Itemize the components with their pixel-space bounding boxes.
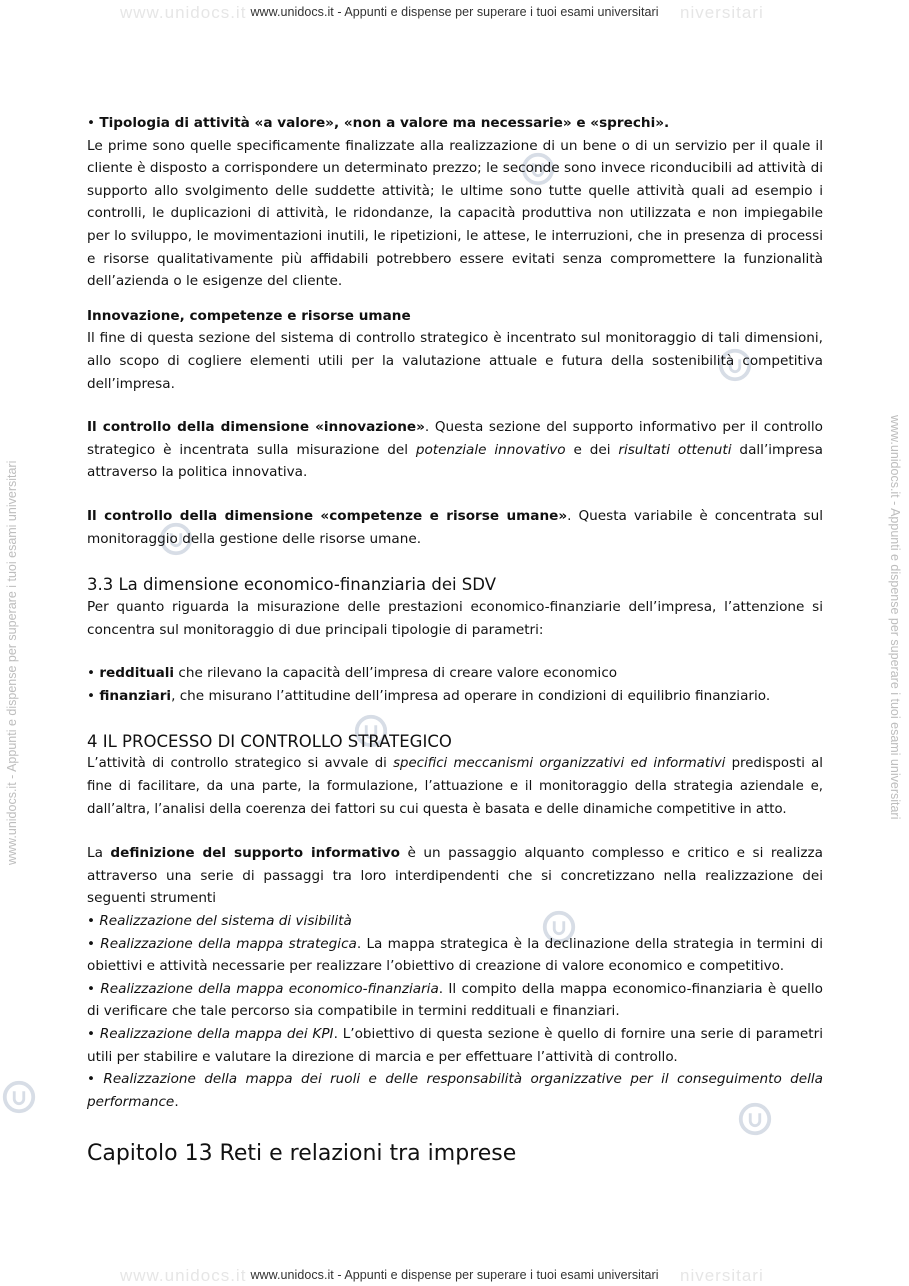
- heading-text: Tipologia di attività «a valore», «non a valore ma necessarie» e «sprechi».: [99, 115, 670, 131]
- bold-lead: Il controllo della dimensione «competenze e risorse umane»: [87, 507, 568, 524]
- ghost-watermark-right: niversitari: [680, 1266, 764, 1285]
- text-run: . L’obiettivo di questa sezione è quello di fornire una serie di parametri utili per stabilire e valutare la direzione di marcia e per effettuare l’attività di controllo.: [87, 1026, 823, 1065]
- footer-watermark: www.unidocs.it - Appunti e dispense per superare i tuoi esami universitari: [250, 1268, 659, 1282]
- italic-run: Realizzazione della mappa dei ruoli e delle responsabilità organizzative per il conseguimento della performance: [87, 1071, 823, 1110]
- bold-lead: definizione del supporto informativo: [110, 845, 400, 862]
- text-run: . Questa variabile è concentrata sul monitoraggio della gestione delle risorse umane.: [87, 507, 823, 547]
- bullet: •: [87, 115, 96, 131]
- text-run: L’attività di controllo strategico si avvale di: [87, 756, 394, 772]
- list-item: • finanziari, che misurano l’attitudine dell’impresa ad operare in condizioni di equilibrio finanziario.: [87, 687, 771, 704]
- ghost-watermark-left: www.unidocs.it: [120, 1266, 247, 1285]
- section-title-4: 4 IL PROCESSO DI CONTROLLO STRATEGICO: [87, 732, 452, 752]
- strategic-control-paragraph: [87, 753, 823, 821]
- innovation-heading: Innovazione, competenze e risorse umane: [87, 307, 411, 324]
- text-run: che rilevano la capacità dell’impresa di creare valore economico: [174, 665, 618, 682]
- text-run: La: [87, 845, 111, 862]
- economic-financial-paragraph: Per quanto riguarda la misurazione delle prestazioni economico-finanziarie dell’impresa, l’attenzione si concentra sul monitoraggio di due principali tipologie di parametri:: [87, 599, 823, 638]
- information-support-paragraph: [87, 842, 823, 910]
- ghost-watermark-right: niversitari: [680, 3, 764, 22]
- list-item: • Realizzazione della mappa dei ruoli e delle responsabilità organizzative per il conseguimento della performance.: [87, 1071, 823, 1110]
- text-run: predisposti al fine di facilitare, da una parte, la formulazione, l’attuazione e il monitoraggio della strategia aziendale e, dall’altra, l’analisi della coerenza dei fattori su cui questa è basata e delle dinamiche competitive in atto.: [87, 756, 823, 817]
- header-watermark: www.unidocs.it - Appunti e dispense per superare i tuoi esami universitari: [250, 5, 659, 19]
- chapter-title: Capitolo 13 Reti e relazioni tra imprese: [87, 1141, 517, 1167]
- ghost-watermark-left: www.unidocs.it: [120, 3, 247, 22]
- text-run: e dei: [565, 441, 619, 458]
- text-run: . Il compito della mappa economico-finanziaria è quello di verificare che tale percorso sia compatibile in termini reddituali e finanziari.: [87, 980, 823, 1020]
- bold-lead: reddituali: [99, 665, 175, 682]
- text-run: . Questa sezione del supporto informativo per il controllo strategico è incentrata sulla misurazione del: [87, 419, 824, 458]
- list-item: • Realizzazione della mappa strategica. La mappa strategica è la declinazione della strategia in termini di obiettivi e attività necessarie per realizzare l’obiettivo di creazione di valore economico e competitivo.: [87, 935, 824, 975]
- italic-run: Realizzazione della mappa strategica: [100, 935, 357, 952]
- list-item: • Realizzazione della mappa economico-finanziaria. Il compito della mappa economico-finanziaria è quello di verificare che tale percorso sia compatibile in termini reddituali e finanziari.: [87, 980, 823, 1020]
- section-title-3-3: 3.3 La dimensione economico-finanziaria dei SDV: [87, 575, 496, 595]
- list-item: • Realizzazione del sistema di visibilità: [87, 913, 352, 930]
- italic-run: potenziale innovativo: [415, 441, 566, 458]
- list-item: • reddituali che rilevano la capacità dell’impresa di creare valore economico: [87, 665, 618, 682]
- left-side-watermark: www.unidocs.it - Appunti e dispense per superare i tuoi esami universitari: [5, 460, 19, 865]
- italic-run: Realizzazione della mappa economico-finanziaria: [100, 980, 439, 997]
- innovation-paragraph: Il fine di questa sezione del sistema di controllo strategico è incentrato sul monitoraggio di tali dimensioni, allo scopo di cogliere elementi utili per la valutazione attuale e futura della sostenibilità competitiva dell’impresa.: [87, 330, 823, 392]
- activity-types-heading: [87, 112, 823, 135]
- innovation-control-paragraph: [87, 416, 823, 484]
- hr-control-paragraph: [87, 505, 823, 550]
- bold-lead: Il controllo della dimensione «innovazione»: [87, 419, 425, 436]
- text-run: , che misurano l’attitudine dell’impresa ad operare in condizioni di equilibrio finanziario.: [171, 687, 771, 704]
- text-run: è un passaggio alquanto complesso e critico e si realizza attraverso una serie di passaggi tra loro interdipendenti che si concretizzano nella realizzazione dei seguenti strumenti: [87, 845, 823, 907]
- text-run: dall’impresa attraverso la politica innovativa.: [87, 441, 823, 481]
- text-run: . La mappa strategica è la declinazione della strategia in termini di obiettivi e attività necessarie per realizzare l’obiettivo di creazione di valore economico e competitivo.: [87, 935, 824, 975]
- activity-types-paragraph: Le prime sono quelle specificamente finalizzate alla realizzazione di un bene o di un servizio per il quale il cliente è disposto a corrispondere un determinato prezzo; le seconde sono invece riconducibili ad attività di supporto allo svolgimento delle suddette attività; le ultime sono tutte quelle attività quali ad esempio i controlli, le duplicazioni di attività, le ridondanze, la capacità produttiva non utilizzata e non impiegabile per lo sviluppo, le movimentazioni inutili, le ripetizioni, le attese, le interruzioni, che in presenza di processi e risorse qualitativamente più affidabili potrebbero essere evitati senza compromettere la funzionalità dell’azienda o le esigenze del cliente.: [87, 137, 823, 290]
- italic-run: risultati ottenuti: [618, 441, 732, 458]
- italic-run: Realizzazione del sistema di visibilità: [99, 913, 352, 930]
- italic-run: specifici meccanismi organizzativi ed informativi: [393, 756, 726, 772]
- unidocs-logo-icon: [0, 1078, 38, 1116]
- text-run: .: [174, 1093, 179, 1110]
- bold-lead: finanziari: [99, 687, 172, 704]
- document-body: [87, 112, 823, 1169]
- right-side-watermark: www.unidocs.it - Appunti e dispense per superare i tuoi esami universitari: [888, 415, 902, 820]
- italic-run: Realizzazione della mappa dei KPI: [99, 1026, 334, 1042]
- list-item: • Realizzazione della mappa dei KPI. L’obiettivo di questa sezione è quello di fornire una serie di parametri utili per stabilire e valutare la direzione di marcia e per effettuare l’attività di controllo.: [87, 1026, 823, 1065]
